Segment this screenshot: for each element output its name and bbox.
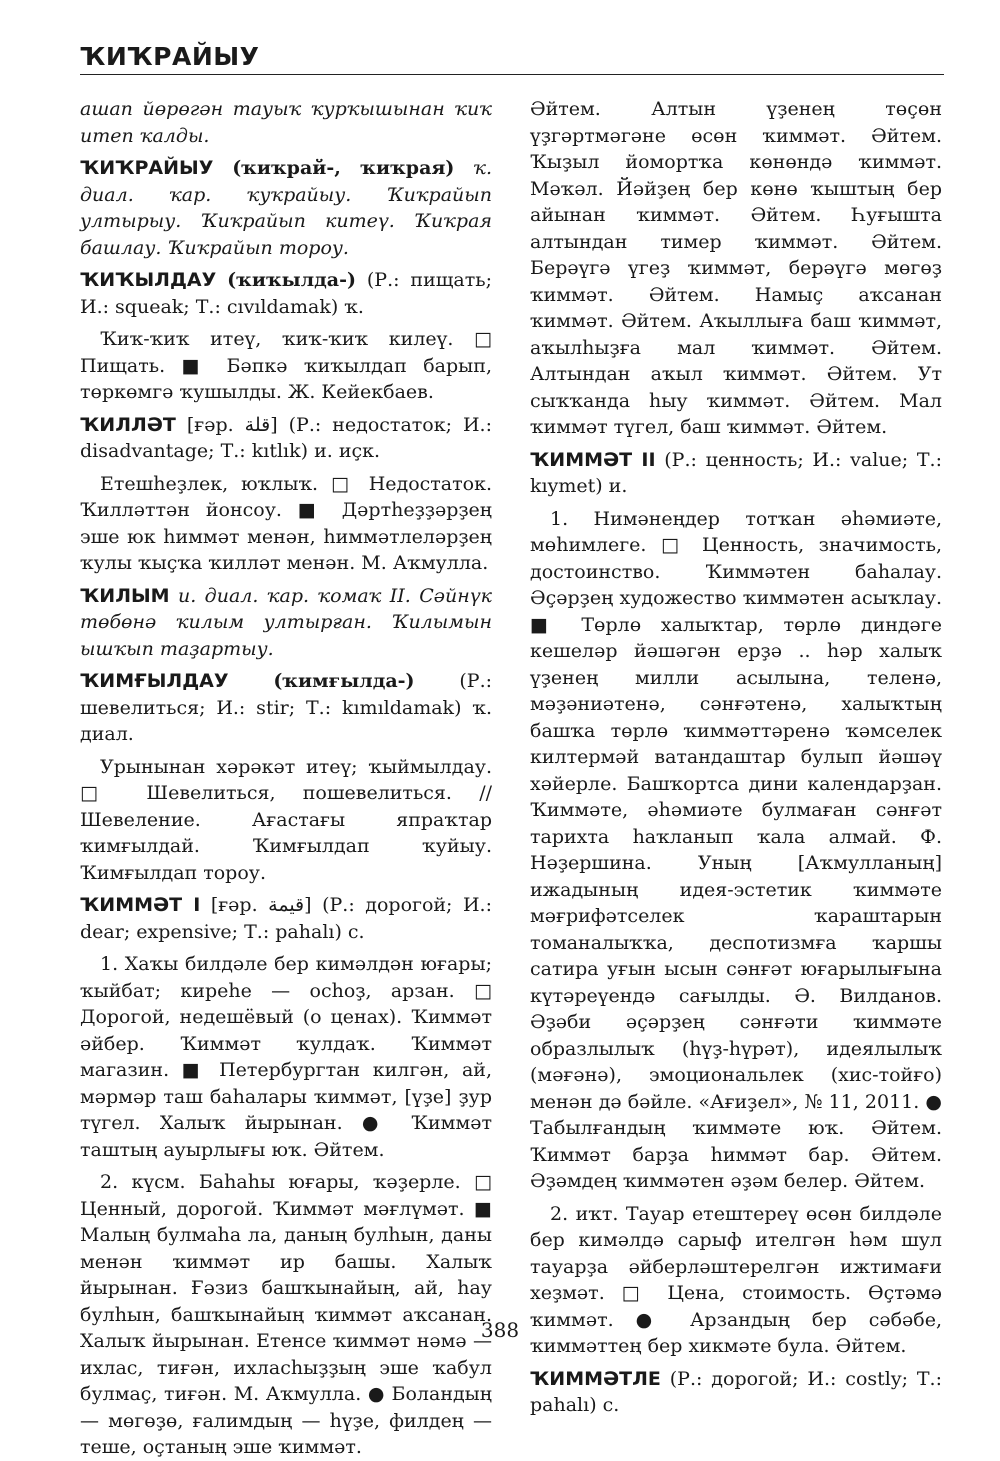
sense-2: 2. иҡт. Тауар етештереү өсөн билдәле бер кимәлдә сарыф ителгән һәм шул тауарҙа әйберләштерелгән ижтимағи хеҙмәт. □ Цена, стоимость. Өҫтәмә ҡиммәт. ● Арзандың бер сәбәбе, ҡиммәттең бер хикмәте була. Әйтем. bbox=[530, 1202, 942, 1357]
entry-body: и. диал. ҡар. ҡомаҡ II. Сәйнүк төбөнә ҡилым ултырған. Ҡилымын ышҡып таҙартыу. bbox=[80, 584, 492, 660]
entry-body: ҡ. диал. ҡар. ҡуҡрайыу. Ҡиҡрайып ултырыу. Ҡиҡрайып китеү. Ҡиҡрая башлау. Ҡиҡрайып тороу. bbox=[80, 157, 492, 259]
headword: ҠИММӘТ II bbox=[530, 448, 656, 471]
headword: ҠИЛЛӘТ bbox=[80, 413, 176, 436]
sense: Ҡиҡ-ҡиҡ итеү, ҡиҡ-ҡиҡ килеү. □ Пищать. ■ Бәпкә ҡиҡылдап барып, төркөмгә ҡушылды. Ж. Кейекбаев. bbox=[80, 328, 492, 403]
entry-kimmat-1 bbox=[80, 892, 492, 945]
headword: ҠИМҒЫЛДАУ bbox=[80, 670, 229, 692]
sense-2: 2. күсм. Баһаһы юғары, ҡәҙерле. □ Ценный, дорогой. Ҡиммәт мәғлүмәт. ■ Малың булмаһа ла, даның булһын, даны менән ҡиммәт ир башы. Халыҡ йырынан. Ғәзиз башҡынайың, ай, һау булһын, башҡынайың ҡиммәт аҡсанан. Халыҡ йырынан. Етенсе ҡиммәт нәмә — ихлас, тиғән, ихласһыҙҙың эше ҡабул булмаҫ, тиғән. М. Аҡмулла. ● Боландың — мөгөҙө, ғалимдың — һүҙе, филдең — теше, оҫтаның эше ҡиммәт. bbox=[80, 1171, 492, 1458]
grammar-form: (ҡиҡылда-) bbox=[227, 269, 356, 291]
entry-kimmatle bbox=[530, 1366, 942, 1419]
entry-body: (Р.: шевелиться; И.: stir; Т.: kımıldamak) ҡ. диал. bbox=[80, 670, 493, 745]
headword: ҠИММӘТЛЕ bbox=[530, 1367, 661, 1390]
header-rule bbox=[80, 74, 944, 75]
entry-body: [ғәр. قيمة] (Р.: дорогой; И.: dear; expensive; Т.: pahalı) с. bbox=[80, 894, 493, 943]
sense: Урынынан хәрәкәт итеү; ҡыймылдау. □ Шевелиться, пошевелиться. // Шевеление. Ағастағы япраҡтар ҡимғылдай. Ҡимғылдап ҡуйыу. Ҡимғылдап тороу. bbox=[80, 755, 492, 884]
entry-kikyldau bbox=[80, 267, 492, 320]
headword: ҠИЛЫМ bbox=[80, 584, 170, 607]
left-column bbox=[80, 96, 492, 1461]
right-column bbox=[530, 96, 942, 1419]
entry-body: (Р.: пищать; И.: squeak; Т.: cıvıldamak) ҡ. bbox=[80, 269, 492, 318]
headword: ҠИҠРАЙЫУ bbox=[80, 157, 214, 179]
entry-body: [ғәр. قلة] (Р.: недостаток; И.: disadvantage; Т.: kıtlık) и. иҫк. bbox=[80, 413, 492, 462]
sense-1: 1. Нимәнеңдер тотҡан әһәмиәте, мөһимлеге. □ Ценность, значимость, достоинство. Ҡиммәтен баһалау. Әҫәрҙең художество ҡиммәтен асыҡлау. ■ Төрлө халыҡтар, төрлө диндәге кешеләр йәшәгән ерҙә .. һәр халыҡ үҙенең милли асылына, теленә, мәҙәниәтенә, сәнғәтенә, халыҡтың башҡа төрлө ҡиммәттәренә ҡәмселек килтермәй ватандаштар булып йәшәү хәйерле. Башҡортса дини календарҙан. Ҡиммәте, әһәмиәте булмаған сәнғәт тарихта һаҡланып ҡала алмай. Ф. Нәҙершина. Уның [Аҡмулланың] ижадының идея-эстетик ҡиммәте мәғрифәтселек ҡараштарын томаналыҡҡа, деспотизмға ҡаршы сатира уғын ысын сәнғәт юғарылығына күтәреүендә сағылды. Ә. Вилданов. Әҙәби әҫәрҙең сәнғәти ҡиммәте образлылыҡ (һүҙ-һүрәт), идеялылыҡ (мәғәнә), эмоциональлек (хис-тойғо) менән дә бәйле. «Ағиҙел», № 11, 2011. ● Табылғандың ҡиммәте юҡ. Әйтем. Ҡиммәт барҙа һиммәт бар. Әйтем. Әҙәмдең ҡиммәтен әҙәм белер. Әйтем. bbox=[530, 507, 942, 1192]
entry-body: (Р.: ценность; И.: value; Т.: kıymet) и. bbox=[530, 448, 942, 497]
entry-killat bbox=[80, 412, 492, 465]
grammar-form: (ҡиҡрай-, ҡиҡрая) bbox=[232, 157, 455, 179]
continued-text: Әйтем. Алтын үҙенең төҫөн үҙгәртмәгәне өсөн ҡиммәт. Әйтем. Ҡыҙыл йомортҡа көнөндә ҡиммәт. Мәҡәл. Йәйҙең бер көнө ҡыштың бер айынан ҡиммәт. Әйтем. Һуғышта алтындан тимер ҡиммәт. Әйтем. Берәүгә үгеҙ ҡиммәт, берәүгә мөгөҙ ҡиммәт. Әйтем. Намыҫ аҡсанан ҡиммәт. Әйтем. Аҡыллыға баш ҡиммәт, аҡылһыҙға мал ҡиммәт. Әйтем. Алтындан аҡыл ҡиммәт. Әйтем. Ут сыҡҡанда һыу ҡиммәт. Әйтем. Мал ҡиммәт түгел, баш ҡиммәт. Әйтем. bbox=[530, 98, 942, 438]
entry-kimgyldau bbox=[80, 668, 492, 748]
grammar-form: (ҡимғылда-) bbox=[273, 670, 415, 692]
sense-1: 1. Хаҡы билдәле бер кимәлдән юғары; ҡыйбат; киреһе — осһоҙ, арзан. □ Дорогой, недешёвый (о ценах). Ҡиммәт әйбер. Ҡиммәт ҡулдаҡ. Ҡиммәт магазин. ■ Петербургтан килгән, ай, мәрмәр таш баһалары ҡиммәт, [үҙе] ҙур түгел. Халыҡ йырынан. ● Ҡиммәт таштың ауырлығы юҡ. Әйтем. bbox=[80, 953, 492, 1161]
entry-kikraiyu bbox=[80, 155, 492, 261]
entry-kilym bbox=[80, 583, 492, 663]
headword: ҠИММӘТ I bbox=[80, 894, 201, 916]
page-number: 388 bbox=[480, 1318, 520, 1342]
headword: ҠИҠЫЛДАУ bbox=[80, 269, 217, 291]
sense: Етешһеҙлек, юҡлыҡ. □ Недостаток. Ҡилләттән йонсоу. ■ Дәртһеҙҙәрҙең эше юк һиммәт менән, һиммәтлеләрҙең ҡулы ҡыҫҡа ҡилләт менән. М. Аҡмулла. bbox=[80, 472, 492, 574]
entry-kimmat-2 bbox=[530, 447, 942, 500]
running-header: ҠИҠРАЙЫУ bbox=[80, 42, 260, 71]
entry-body: (Р.: дорогой; И.: costly; Т.: pahalı) с. bbox=[530, 1367, 942, 1416]
continued-text: ашап йөрөгән тауыҡ ҡурҡышынан ҡиҡ итеп ҡалды. bbox=[80, 98, 492, 147]
